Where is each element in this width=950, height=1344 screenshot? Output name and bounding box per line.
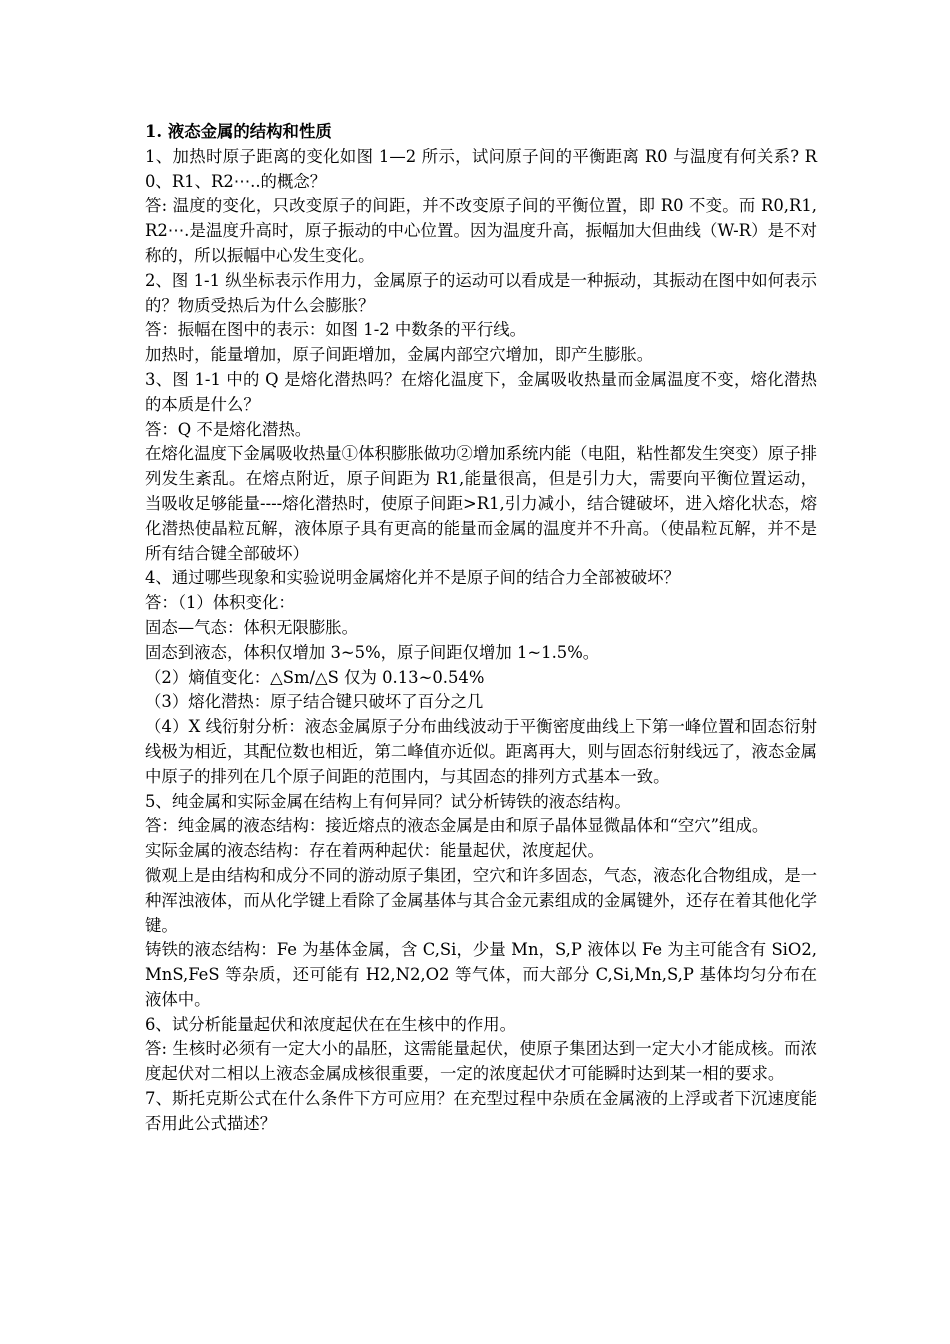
paragraph: （3）熔化潜热：原子结合键只破坏了百分之几 (145, 692, 484, 712)
paragraph: 1、加热时原子距离的变化如图 1—2 所示，试问原子间的平衡距离 R0 与温度有何关系? R0、R1、R2⋯..的概念？ (145, 146, 817, 191)
paragraph: 2、图 1-1 纵坐标表示作用力，金属原子的运动可以看成是一种振动，其振动在图中如何表示的？物质受热后为什么会膨胀？ (145, 270, 817, 315)
paragraph: 答：（1）体积变化： (145, 593, 295, 613)
document-page (145, 120, 817, 1137)
paragraph: 固态到液态，体积仅增加 3~5%，原子间距仅增加 1~1.5%。 (145, 642, 600, 662)
paragraph: 答：纯金属的液态结构：接近熔点的液态金属是由和原子晶体显微晶体和“空穴”组成。 (145, 816, 769, 836)
paragraph: 3、图 1-1 中的 Q 是熔化潜热吗？在熔化温度下，金属吸收热量而金属温度不变，熔化潜热的本质是什么？ (145, 369, 817, 414)
paragraph: 答: 温度的变化，只改变原子的间距，并不改变原子间的平衡位置，即 R0 不变。而 R0,R1,R2⋯.是温度升高时，原子振动的中心位置。因为温度升高，振幅加大但曲线（W-R）是不对称的，所以振幅中心发生变化。 (145, 196, 817, 265)
paragraph: 6、试分析能量起伏和浓度起伏在在生核中的作用。 (145, 1014, 517, 1034)
paragraph: （2）熵值变化：△Sm/△S 仅为 0.13~0.54% (145, 667, 485, 687)
paragraph: 5、纯金属和实际金属在结构上有何异同？试分析铸铁的液态结构。 (145, 791, 631, 811)
paragraph: 在熔化温度下金属吸收热量①体积膨胀做功②增加系统内能（电阻，粘性都发生突变）原子排列发生紊乱。在熔点附近，原子间距为 R1,能量很高，但是引力大，需要向平衡位置运动，当吸收足够能量----熔化潜热时，使原子间距>R1,引力减小，结合键破坏，进入熔化状态，熔化潜热使晶粒瓦解，液体原子具有更高的能量而金属的温度并不升高。（使晶粒瓦解，并不是所有结合键全部破坏） (145, 444, 818, 563)
paragraph: （4）X 线衍射分析：液态金属原子分布曲线波动于平衡密度曲线上下第一峰位置和固态衍射线极为相近，其配位数也相近，第二峰值亦近似。距离再大，则与固态衍射线远了，液态金属中原子的排列在几个原子间距的范围内，与其固态的排列方式基本一致。 (145, 717, 818, 786)
paragraph: 固态—气态：体积无限膨胀。 (145, 617, 359, 637)
paragraph: 7、斯托克斯公式在什么条件下方可应用？在充型过程中杂质在金属液的上浮或者下沉速度能否用此公式描述？ (145, 1089, 817, 1133)
paragraph: 微观上是由结构和成分不同的游动原子集团，空穴和许多固态，气态，液态化合物组成，是一种浑浊液体，而从化学键上看除了金属基体与其合金元素组成的金属键外，还存在着其他化学键。 (145, 865, 818, 935)
paragraph: 实际金属的液态结构：存在着两种起伏：能量起伏，浓度起伏。 (145, 841, 604, 861)
paragraph: 答：振幅在图中的表示：如图 1-2 中数条的平行线。 (145, 320, 527, 340)
paragraph: 答：Q 不是熔化潜热。 (145, 419, 312, 439)
paragraph: 4、通过哪些现象和实验说明金属熔化并不是原子间的结合力全部被破坏？ (145, 568, 680, 588)
paragraph: 铸铁的液态结构：Fe 为基体金属，含 C,Si，少量 Mn，S,P 液体以 Fe 为主可能含有 SiO2,MnS,FeS 等杂质，还可能有 H2,N2,O2 等气体，而大部分 C,Si,Mn,S,P 基体均匀分布在液体中。 (145, 940, 817, 1009)
paragraph: 加热时，能量增加，原子间距增加，金属内部空穴增加，即产生膨胀。 (145, 345, 654, 365)
paragraph: 答: 生核时必须有一定大小的晶胚，这需能量起伏，使原子集团达到一定大小才能成核。而浓度起伏对二相以上液态金属成核很重要，一定的浓度起伏才可能瞬时达到某一相的要求。 (145, 1039, 817, 1084)
section-title: 1. 液态金属的结构和性质 (145, 122, 332, 141)
